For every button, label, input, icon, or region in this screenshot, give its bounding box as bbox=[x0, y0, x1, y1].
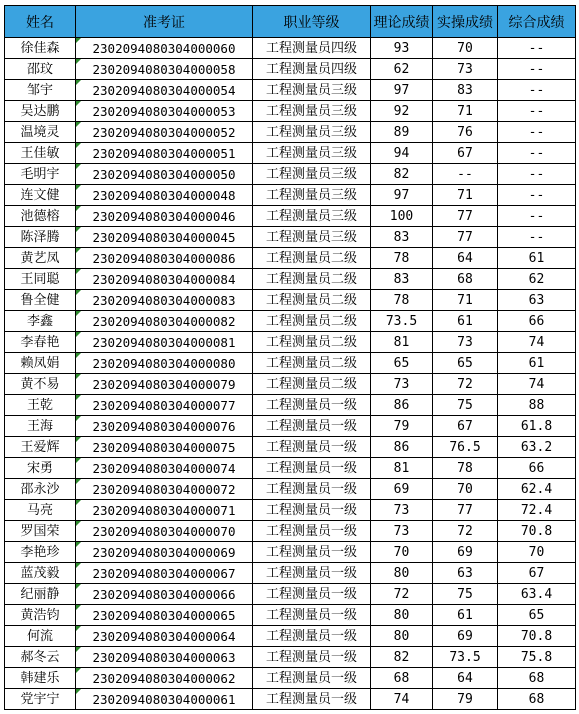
cell-level: 工程测量员四级 bbox=[253, 59, 371, 80]
cell-name: 党宇宁 bbox=[5, 689, 76, 710]
cell-name: 韩建乐 bbox=[5, 668, 76, 689]
header-row bbox=[5, 6, 576, 38]
cell-exam-id: 2302094080304000079 bbox=[76, 374, 253, 395]
cell-level: 工程测量员二级 bbox=[253, 353, 371, 374]
cell-name: 陈泽腾 bbox=[5, 227, 76, 248]
cell-exam-id: 2302094080304000075 bbox=[76, 437, 253, 458]
cell-name: 鲁全健 bbox=[5, 290, 76, 311]
cell-name: 邵永沙 bbox=[5, 479, 76, 500]
cell-overall-score: 70 bbox=[498, 542, 576, 563]
cell-overall-score: 88 bbox=[498, 395, 576, 416]
cell-name: 宋勇 bbox=[5, 458, 76, 479]
cell-overall-score: -- bbox=[498, 227, 576, 248]
cell-level: 工程测量员一级 bbox=[253, 542, 371, 563]
cell-exam-id: 2302094080304000064 bbox=[76, 626, 253, 647]
cell-overall-score: -- bbox=[498, 80, 576, 101]
table-row bbox=[5, 122, 576, 143]
cell-theory-score: 73 bbox=[371, 521, 433, 542]
table-row bbox=[5, 395, 576, 416]
cell-level: 工程测量员一级 bbox=[253, 521, 371, 542]
cell-name: 黄浩钧 bbox=[5, 605, 76, 626]
cell-exam-id: 2302094080304000084 bbox=[76, 269, 253, 290]
cell-practical-score: 79 bbox=[433, 689, 498, 710]
cell-overall-score: -- bbox=[498, 206, 576, 227]
cell-practical-score: 68 bbox=[433, 269, 498, 290]
cell-overall-score: 67 bbox=[498, 563, 576, 584]
cell-theory-score: 97 bbox=[371, 80, 433, 101]
cell-practical-score: 75 bbox=[433, 584, 498, 605]
cell-theory-score: 92 bbox=[371, 101, 433, 122]
cell-overall-score: 68 bbox=[498, 689, 576, 710]
cell-exam-id: 2302094080304000062 bbox=[76, 668, 253, 689]
cell-exam-id: 2302094080304000071 bbox=[76, 500, 253, 521]
cell-name: 邹宇 bbox=[5, 80, 76, 101]
cell-exam-id: 2302094080304000067 bbox=[76, 563, 253, 584]
cell-exam-id: 2302094080304000070 bbox=[76, 521, 253, 542]
cell-practical-score: 78 bbox=[433, 458, 498, 479]
cell-overall-score: 62.4 bbox=[498, 479, 576, 500]
table-row bbox=[5, 206, 576, 227]
cell-practical-score: 64 bbox=[433, 248, 498, 269]
cell-overall-score: 61.8 bbox=[498, 416, 576, 437]
cell-theory-score: 62 bbox=[371, 59, 433, 80]
header-practical-score: 实操成绩 bbox=[433, 6, 498, 38]
cell-theory-score: 97 bbox=[371, 185, 433, 206]
table-row bbox=[5, 521, 576, 542]
cell-name: 纪丽静 bbox=[5, 584, 76, 605]
cell-theory-score: 86 bbox=[371, 395, 433, 416]
cell-theory-score: 83 bbox=[371, 227, 433, 248]
cell-name: 温境灵 bbox=[5, 122, 76, 143]
cell-level: 工程测量员二级 bbox=[253, 311, 371, 332]
cell-theory-score: 81 bbox=[371, 332, 433, 353]
cell-overall-score: 66 bbox=[498, 458, 576, 479]
cell-overall-score: 63.4 bbox=[498, 584, 576, 605]
cell-level: 工程测量员一级 bbox=[253, 626, 371, 647]
cell-theory-score: 78 bbox=[371, 248, 433, 269]
cell-level: 工程测量员四级 bbox=[253, 38, 371, 59]
cell-level: 工程测量员一级 bbox=[253, 647, 371, 668]
cell-name: 黄艺凤 bbox=[5, 248, 76, 269]
cell-overall-score: 74 bbox=[498, 332, 576, 353]
cell-exam-id: 2302094080304000061 bbox=[76, 689, 253, 710]
table-row bbox=[5, 479, 576, 500]
header-name: 姓名 bbox=[5, 6, 76, 38]
cell-practical-score: 73.5 bbox=[433, 647, 498, 668]
cell-level: 工程测量员一级 bbox=[253, 605, 371, 626]
table-header bbox=[5, 6, 576, 38]
cell-theory-score: 94 bbox=[371, 143, 433, 164]
cell-practical-score: 69 bbox=[433, 542, 498, 563]
table-body bbox=[5, 38, 576, 710]
cell-overall-score: 70.8 bbox=[498, 521, 576, 542]
cell-level: 工程测量员一级 bbox=[253, 437, 371, 458]
cell-exam-id: 2302094080304000052 bbox=[76, 122, 253, 143]
cell-theory-score: 81 bbox=[371, 458, 433, 479]
table-row bbox=[5, 290, 576, 311]
table-row bbox=[5, 416, 576, 437]
cell-theory-score: 80 bbox=[371, 563, 433, 584]
cell-exam-id: 2302094080304000076 bbox=[76, 416, 253, 437]
cell-theory-score: 68 bbox=[371, 668, 433, 689]
table-row bbox=[5, 38, 576, 59]
cell-exam-id: 2302094080304000081 bbox=[76, 332, 253, 353]
cell-theory-score: 72 bbox=[371, 584, 433, 605]
cell-practical-score: 73 bbox=[433, 59, 498, 80]
cell-practical-score: 77 bbox=[433, 500, 498, 521]
cell-overall-score: 63.2 bbox=[498, 437, 576, 458]
score-table bbox=[4, 5, 576, 710]
table-row bbox=[5, 227, 576, 248]
cell-practical-score: 67 bbox=[433, 143, 498, 164]
cell-overall-score: -- bbox=[498, 164, 576, 185]
cell-level: 工程测量员一级 bbox=[253, 395, 371, 416]
cell-name: 连文健 bbox=[5, 185, 76, 206]
cell-practical-score: 75 bbox=[433, 395, 498, 416]
cell-name: 李鑫 bbox=[5, 311, 76, 332]
table-row bbox=[5, 353, 576, 374]
cell-theory-score: 80 bbox=[371, 605, 433, 626]
cell-practical-score: 67 bbox=[433, 416, 498, 437]
table-row bbox=[5, 668, 576, 689]
cell-level: 工程测量员一级 bbox=[253, 458, 371, 479]
cell-name: 王爱辉 bbox=[5, 437, 76, 458]
cell-exam-id: 2302094080304000066 bbox=[76, 584, 253, 605]
cell-exam-id: 2302094080304000072 bbox=[76, 479, 253, 500]
table-row bbox=[5, 584, 576, 605]
cell-exam-id: 2302094080304000060 bbox=[76, 38, 253, 59]
cell-name: 王同聪 bbox=[5, 269, 76, 290]
cell-name: 王乾 bbox=[5, 395, 76, 416]
cell-theory-score: 80 bbox=[371, 626, 433, 647]
cell-level: 工程测量员二级 bbox=[253, 269, 371, 290]
cell-name: 郝冬云 bbox=[5, 647, 76, 668]
cell-overall-score: 63 bbox=[498, 290, 576, 311]
cell-practical-score: 71 bbox=[433, 185, 498, 206]
cell-overall-score: -- bbox=[498, 122, 576, 143]
cell-level: 工程测量员三级 bbox=[253, 206, 371, 227]
cell-overall-score: -- bbox=[498, 143, 576, 164]
cell-exam-id: 2302094080304000050 bbox=[76, 164, 253, 185]
table-row bbox=[5, 458, 576, 479]
table-row bbox=[5, 59, 576, 80]
cell-level: 工程测量员三级 bbox=[253, 101, 371, 122]
cell-theory-score: 74 bbox=[371, 689, 433, 710]
table-row bbox=[5, 101, 576, 122]
cell-practical-score: 61 bbox=[433, 605, 498, 626]
cell-practical-score: 64 bbox=[433, 668, 498, 689]
cell-name: 李艳珍 bbox=[5, 542, 76, 563]
cell-exam-id: 2302094080304000082 bbox=[76, 311, 253, 332]
cell-exam-id: 2302094080304000054 bbox=[76, 80, 253, 101]
cell-overall-score: 70.8 bbox=[498, 626, 576, 647]
cell-theory-score: 82 bbox=[371, 164, 433, 185]
cell-overall-score: 65 bbox=[498, 605, 576, 626]
cell-exam-id: 2302094080304000045 bbox=[76, 227, 253, 248]
cell-name: 赖凤娟 bbox=[5, 353, 76, 374]
table-row bbox=[5, 248, 576, 269]
cell-name: 吴达鹏 bbox=[5, 101, 76, 122]
cell-theory-score: 70 bbox=[371, 542, 433, 563]
cell-practical-score: 61 bbox=[433, 311, 498, 332]
cell-theory-score: 86 bbox=[371, 437, 433, 458]
cell-exam-id: 2302094080304000086 bbox=[76, 248, 253, 269]
cell-theory-score: 82 bbox=[371, 647, 433, 668]
table-row bbox=[5, 374, 576, 395]
table-row bbox=[5, 647, 576, 668]
cell-level: 工程测量员二级 bbox=[253, 332, 371, 353]
cell-overall-score: -- bbox=[498, 38, 576, 59]
cell-practical-score: 77 bbox=[433, 227, 498, 248]
cell-practical-score: 77 bbox=[433, 206, 498, 227]
cell-theory-score: 73 bbox=[371, 374, 433, 395]
cell-theory-score: 89 bbox=[371, 122, 433, 143]
cell-overall-score: 74 bbox=[498, 374, 576, 395]
cell-exam-id: 2302094080304000080 bbox=[76, 353, 253, 374]
cell-overall-score: 66 bbox=[498, 311, 576, 332]
cell-exam-id: 2302094080304000063 bbox=[76, 647, 253, 668]
cell-level: 工程测量员三级 bbox=[253, 80, 371, 101]
cell-theory-score: 78 bbox=[371, 290, 433, 311]
cell-level: 工程测量员二级 bbox=[253, 374, 371, 395]
cell-level: 工程测量员三级 bbox=[253, 122, 371, 143]
table-row bbox=[5, 563, 576, 584]
cell-level: 工程测量员一级 bbox=[253, 416, 371, 437]
cell-level: 工程测量员三级 bbox=[253, 227, 371, 248]
cell-exam-id: 2302094080304000046 bbox=[76, 206, 253, 227]
table-row bbox=[5, 437, 576, 458]
cell-name: 邵玟 bbox=[5, 59, 76, 80]
cell-level: 工程测量员二级 bbox=[253, 248, 371, 269]
table-row bbox=[5, 500, 576, 521]
header-level: 职业等级 bbox=[253, 6, 371, 38]
cell-practical-score: 72 bbox=[433, 374, 498, 395]
cell-overall-score: 75.8 bbox=[498, 647, 576, 668]
header-overall-score: 综合成绩 bbox=[498, 6, 576, 38]
cell-exam-id: 2302094080304000077 bbox=[76, 395, 253, 416]
cell-overall-score: -- bbox=[498, 185, 576, 206]
table-row bbox=[5, 185, 576, 206]
cell-practical-score: 76.5 bbox=[433, 437, 498, 458]
cell-exam-id: 2302094080304000083 bbox=[76, 290, 253, 311]
cell-level: 工程测量员一级 bbox=[253, 563, 371, 584]
cell-practical-score: 76 bbox=[433, 122, 498, 143]
table-row bbox=[5, 689, 576, 710]
cell-name: 李春艳 bbox=[5, 332, 76, 353]
cell-practical-score: 63 bbox=[433, 563, 498, 584]
cell-theory-score: 93 bbox=[371, 38, 433, 59]
cell-level: 工程测量员三级 bbox=[253, 143, 371, 164]
cell-level: 工程测量员一级 bbox=[253, 500, 371, 521]
cell-theory-score: 73 bbox=[371, 500, 433, 521]
cell-level: 工程测量员一级 bbox=[253, 584, 371, 605]
cell-theory-score: 73.5 bbox=[371, 311, 433, 332]
cell-theory-score: 83 bbox=[371, 269, 433, 290]
table-row bbox=[5, 164, 576, 185]
cell-practical-score: 65 bbox=[433, 353, 498, 374]
cell-exam-id: 2302094080304000048 bbox=[76, 185, 253, 206]
cell-overall-score: 61 bbox=[498, 248, 576, 269]
cell-name: 毛明宇 bbox=[5, 164, 76, 185]
cell-practical-score: 69 bbox=[433, 626, 498, 647]
cell-overall-score: 68 bbox=[498, 668, 576, 689]
cell-theory-score: 65 bbox=[371, 353, 433, 374]
cell-exam-id: 2302094080304000065 bbox=[76, 605, 253, 626]
cell-name: 王海 bbox=[5, 416, 76, 437]
cell-level: 工程测量员一级 bbox=[253, 668, 371, 689]
table-row bbox=[5, 269, 576, 290]
cell-level: 工程测量员三级 bbox=[253, 185, 371, 206]
cell-name: 徐佳森 bbox=[5, 38, 76, 59]
table-row bbox=[5, 542, 576, 563]
table-row bbox=[5, 332, 576, 353]
cell-overall-score: 72.4 bbox=[498, 500, 576, 521]
cell-overall-score: -- bbox=[498, 101, 576, 122]
cell-name: 黄不易 bbox=[5, 374, 76, 395]
cell-practical-score: -- bbox=[433, 164, 498, 185]
cell-practical-score: 71 bbox=[433, 101, 498, 122]
cell-level: 工程测量员三级 bbox=[253, 164, 371, 185]
cell-practical-score: 72 bbox=[433, 521, 498, 542]
cell-exam-id: 2302094080304000053 bbox=[76, 101, 253, 122]
header-theory-score: 理论成绩 bbox=[371, 6, 433, 38]
cell-exam-id: 2302094080304000051 bbox=[76, 143, 253, 164]
cell-level: 工程测量员一级 bbox=[253, 689, 371, 710]
cell-overall-score: 62 bbox=[498, 269, 576, 290]
cell-practical-score: 73 bbox=[433, 332, 498, 353]
cell-practical-score: 71 bbox=[433, 290, 498, 311]
cell-practical-score: 70 bbox=[433, 479, 498, 500]
cell-practical-score: 70 bbox=[433, 38, 498, 59]
table-row bbox=[5, 143, 576, 164]
cell-overall-score: -- bbox=[498, 59, 576, 80]
cell-exam-id: 2302094080304000069 bbox=[76, 542, 253, 563]
table-row bbox=[5, 311, 576, 332]
cell-theory-score: 79 bbox=[371, 416, 433, 437]
cell-level: 工程测量员一级 bbox=[253, 479, 371, 500]
table-row bbox=[5, 605, 576, 626]
cell-name: 池德榕 bbox=[5, 206, 76, 227]
table-row bbox=[5, 80, 576, 101]
cell-name: 蓝茂毅 bbox=[5, 563, 76, 584]
cell-exam-id: 2302094080304000058 bbox=[76, 59, 253, 80]
cell-theory-score: 100 bbox=[371, 206, 433, 227]
cell-overall-score: 61 bbox=[498, 353, 576, 374]
cell-exam-id: 2302094080304000074 bbox=[76, 458, 253, 479]
cell-practical-score: 83 bbox=[433, 80, 498, 101]
table-row bbox=[5, 626, 576, 647]
cell-name: 何流 bbox=[5, 626, 76, 647]
header-exam-id: 准考证 bbox=[76, 6, 253, 38]
cell-theory-score: 69 bbox=[371, 479, 433, 500]
cell-name: 王佳敏 bbox=[5, 143, 76, 164]
cell-name: 马亮 bbox=[5, 500, 76, 521]
cell-level: 工程测量员二级 bbox=[253, 290, 371, 311]
cell-name: 罗国荣 bbox=[5, 521, 76, 542]
